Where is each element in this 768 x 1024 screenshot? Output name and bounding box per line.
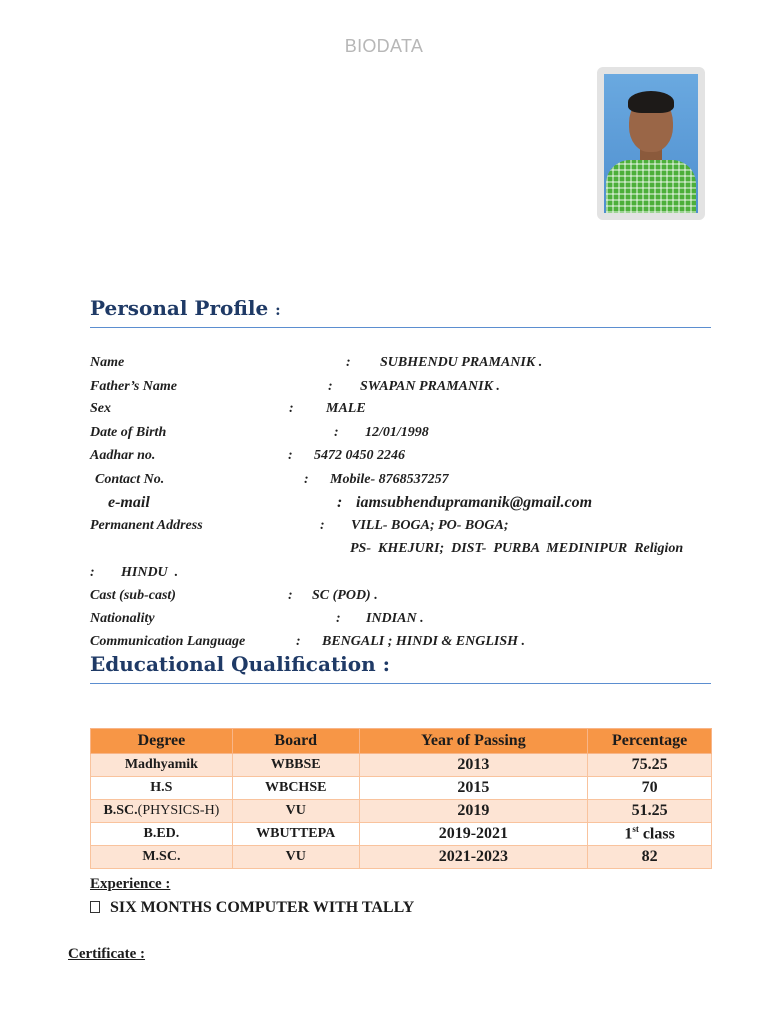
nationality-separator: : — [336, 611, 341, 626]
degree-cell: M.SC. — [91, 846, 233, 869]
sex-value: MALE — [326, 401, 366, 416]
contact-label: Contact No. — [95, 472, 165, 487]
table-header-row — [91, 729, 712, 754]
contact-value: Mobile- 8768537257 — [330, 472, 449, 487]
column-header-degree: Degree — [91, 729, 233, 754]
caste-separator: : — [288, 588, 293, 603]
percentage-cell: 70 — [588, 777, 712, 800]
education-heading: Educational Qualification : — [90, 652, 390, 676]
aadhar-value: 5472 0450 2246 — [314, 448, 405, 463]
email-separator: : — [337, 494, 343, 511]
column-header-year: Year of Passing — [359, 729, 587, 754]
email-label: e-mail — [108, 494, 150, 511]
language-separator: : — [296, 634, 301, 649]
dob-label: Date of Birth — [90, 425, 167, 440]
experience-heading: Experience : — [90, 876, 171, 892]
address-line-1: VILL- BOGA; PO- BOGA; — [351, 518, 509, 533]
name-separator: : — [346, 355, 351, 370]
section-divider — [90, 327, 711, 328]
board-cell: VU — [232, 846, 359, 869]
address-separator: : — [320, 518, 325, 533]
experience-item: SIX MONTHS COMPUTER WITH TALLY — [90, 899, 414, 917]
aadhar-label: Aadhar no. — [90, 448, 156, 463]
percentage-cell: 82 — [588, 846, 712, 869]
contact-separator: : — [304, 472, 309, 487]
profile-photo-frame — [597, 67, 705, 220]
table-row — [91, 823, 712, 846]
religion-separator: : — [90, 565, 95, 580]
degree-cell: Madhyamik — [91, 754, 233, 777]
document-title: BIODATA — [344, 36, 424, 56]
year-cell: 2015 — [359, 777, 587, 800]
bullet-icon — [90, 901, 100, 913]
degree-cell: B.ED. — [91, 823, 233, 846]
dob-value: 12/01/1998 — [365, 425, 429, 440]
sex-separator: : — [289, 401, 294, 416]
board-cell: WBCHSE — [232, 777, 359, 800]
aadhar-separator: : — [288, 448, 293, 463]
father-name-separator: : — [328, 379, 333, 394]
email-value: iamsubhendupramanik@gmail.com — [356, 494, 593, 511]
year-cell: 2019 — [359, 800, 587, 823]
nationality-value: INDIAN . — [366, 611, 424, 626]
profile-photo — [604, 74, 698, 213]
degree-cell: H.S — [91, 777, 233, 800]
percentage-cell: 75.25 — [588, 754, 712, 777]
section-divider — [90, 683, 711, 684]
religion-value: HINDU . — [121, 565, 179, 580]
father-name-label: Father’s Name — [90, 379, 177, 394]
board-cell: WBUTTEPA — [232, 823, 359, 846]
education-table — [90, 728, 712, 869]
year-cell: 2013 — [359, 754, 587, 777]
nationality-label: Nationality — [90, 611, 155, 626]
name-value: SUBHENDU PRAMANIK . — [380, 355, 543, 370]
year-cell: 2019-2021 — [359, 823, 587, 846]
address-label: Permanent Address — [90, 518, 203, 533]
certificate-heading: Certificate : — [68, 946, 146, 962]
column-header-percentage: Percentage — [588, 729, 712, 754]
table-row — [91, 800, 712, 823]
column-header-board: Board — [232, 729, 359, 754]
board-cell: VU — [232, 800, 359, 823]
address-line-2: PS- KHEJURI; DIST- PURBA MEDINIPUR Religion — [350, 541, 684, 556]
degree-cell: B.SC.(PHYSICS-H) — [91, 800, 233, 823]
table-row — [91, 777, 712, 800]
language-label: Communication Language — [90, 634, 246, 649]
percentage-cell: 1st class — [588, 823, 712, 846]
percentage-cell: 51.25 — [588, 800, 712, 823]
personal-profile-heading: Personal Profile : — [90, 296, 281, 320]
table-row — [91, 754, 712, 777]
year-cell: 2021-2023 — [359, 846, 587, 869]
language-value: BENGALI ; HINDI & ENGLISH . — [322, 634, 526, 649]
name-label: Name — [90, 355, 125, 370]
caste-value: SC (POD) . — [312, 588, 378, 603]
board-cell: WBBSE — [232, 754, 359, 777]
table-row — [91, 846, 712, 869]
father-name-value: SWAPAN PRAMANIK . — [360, 379, 500, 394]
caste-label: Cast (sub-cast) — [90, 588, 176, 603]
sex-label: Sex — [90, 401, 111, 416]
dob-separator: : — [334, 425, 339, 440]
